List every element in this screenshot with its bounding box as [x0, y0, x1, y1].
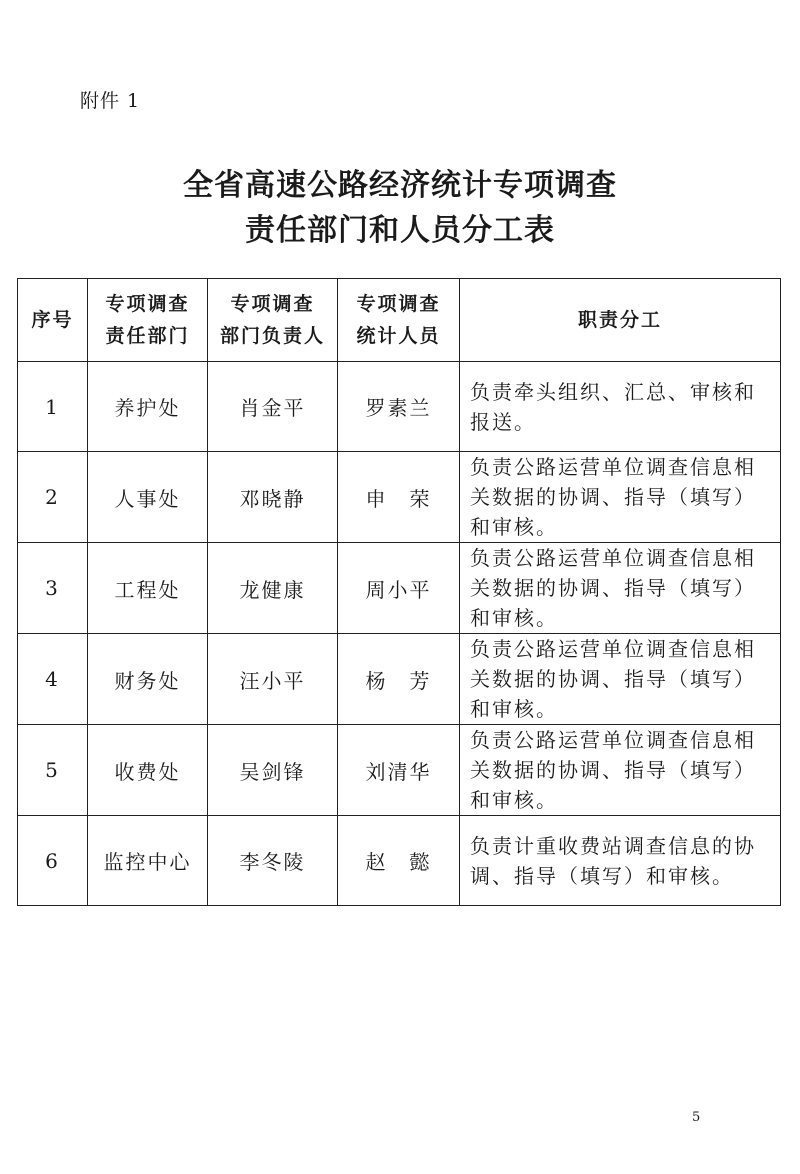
- header-statistician: [338, 279, 460, 362]
- header-duty: 职责分工: [460, 279, 781, 362]
- cell-department-head: 邓晓静: [208, 452, 338, 543]
- table-header-row: [18, 279, 781, 362]
- cell-seq: 4: [18, 634, 88, 725]
- header-head-line-1: 专项调查: [230, 293, 315, 315]
- cell-statistician: 申 荣: [338, 452, 460, 543]
- cell-department: 养护处: [88, 362, 208, 452]
- cell-department-head: 李冬陵: [208, 816, 338, 906]
- cell-duty: 负责公路运营单位调查信息相关数据的协调、指导（填写）和审核。: [460, 452, 781, 543]
- cell-department-head: 肖金平: [208, 362, 338, 452]
- cell-statistician: 罗素兰: [338, 362, 460, 452]
- duty-table: [17, 278, 781, 906]
- cell-statistician: 杨 芳: [338, 634, 460, 725]
- attachment-label: 附件 1: [80, 90, 141, 112]
- header-department-head: [208, 279, 338, 362]
- table-row: [18, 634, 781, 725]
- cell-department-head: 汪小平: [208, 634, 338, 725]
- cell-statistician: 赵 懿: [338, 816, 460, 906]
- document-title-line-1: 全省高速公路经济统计专项调查: [183, 168, 617, 203]
- header-department-line-1: 专项调查: [105, 293, 190, 315]
- header-staff-line-2: 统计人员: [356, 325, 441, 347]
- table-row: [18, 725, 781, 816]
- table-row: [18, 816, 781, 906]
- table-row: [18, 452, 781, 543]
- header-department-line-2: 责任部门: [105, 325, 190, 347]
- cell-duty: 负责牵头组织、汇总、审核和报送。: [460, 362, 781, 452]
- cell-department: 人事处: [88, 452, 208, 543]
- cell-department-head: 龙健康: [208, 543, 338, 634]
- cell-department: 收费处: [88, 725, 208, 816]
- cell-duty: 负责计重收费站调查信息的协调、指导（填写）和审核。: [460, 816, 781, 906]
- cell-statistician: 刘清华: [338, 725, 460, 816]
- cell-seq: 6: [18, 816, 88, 906]
- table-row: [18, 362, 781, 452]
- header-seq: 序号: [18, 279, 88, 362]
- document-title-line-2: 责任部门和人员分工表: [245, 213, 555, 248]
- cell-department: 财务处: [88, 634, 208, 725]
- cell-seq: 1: [18, 362, 88, 452]
- header-staff-line-1: 专项调查: [356, 293, 441, 315]
- cell-seq: 3: [18, 543, 88, 634]
- header-head-line-2: 部门负责人: [219, 325, 325, 347]
- cell-department: 监控中心: [88, 816, 208, 906]
- cell-duty: 负责公路运营单位调查信息相关数据的协调、指导（填写）和审核。: [460, 543, 781, 634]
- cell-department-head: 吴剑锋: [208, 725, 338, 816]
- cell-department: 工程处: [88, 543, 208, 634]
- table-row: [18, 543, 781, 634]
- cell-duty: 负责公路运营单位调查信息相关数据的协调、指导（填写）和审核。: [460, 634, 781, 725]
- cell-statistician: 周小平: [338, 543, 460, 634]
- header-department: [88, 279, 208, 362]
- cell-seq: 5: [18, 725, 88, 816]
- cell-seq: 2: [18, 452, 88, 543]
- page-number: 5: [692, 1110, 701, 1125]
- cell-duty: 负责公路运营单位调查信息相关数据的协调、指导（填写）和审核。: [460, 725, 781, 816]
